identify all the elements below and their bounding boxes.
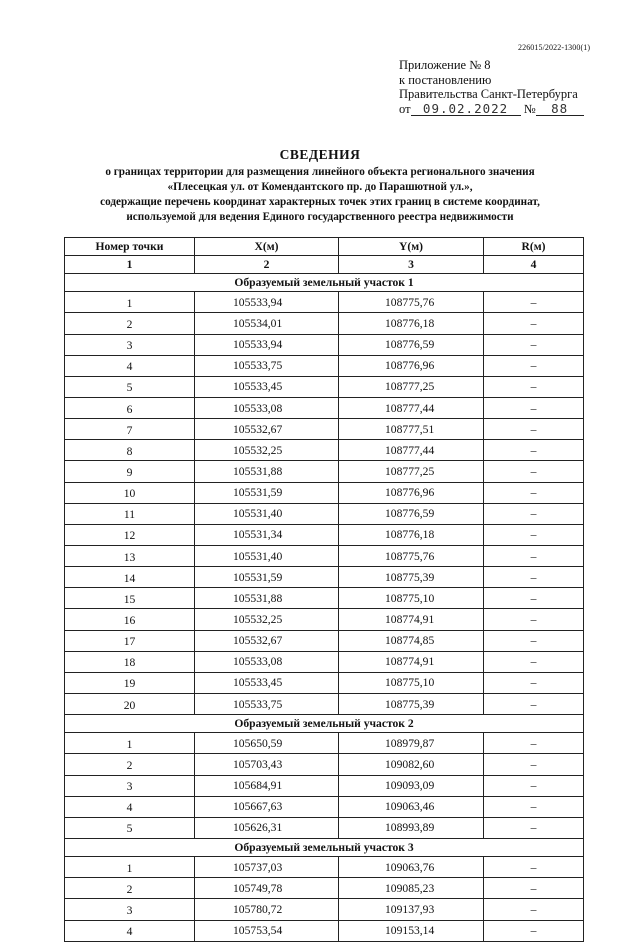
header-point-number: Номер точки bbox=[65, 238, 195, 256]
y-coordinate-cell: 108979,87 bbox=[339, 733, 484, 754]
table-row bbox=[65, 292, 584, 313]
y-coordinate-cell: 108777,25 bbox=[339, 461, 484, 482]
column-number: 4 bbox=[484, 256, 584, 274]
radius-cell: – bbox=[484, 775, 584, 796]
y-coordinate-cell: 108774,85 bbox=[339, 630, 484, 651]
y-coordinate-cell: 108993,89 bbox=[339, 817, 484, 838]
table-row bbox=[65, 334, 584, 355]
point-number-cell: 6 bbox=[65, 397, 195, 418]
x-coordinate-cell: 105532,25 bbox=[195, 440, 339, 461]
radius-cell: – bbox=[484, 651, 584, 672]
table-row bbox=[65, 588, 584, 609]
point-number-cell: 19 bbox=[65, 672, 195, 693]
x-coordinate-cell: 105667,63 bbox=[195, 796, 339, 817]
y-coordinate-cell: 108775,39 bbox=[339, 567, 484, 588]
point-number-cell: 4 bbox=[65, 355, 195, 376]
table-row bbox=[65, 857, 584, 878]
radius-cell: – bbox=[484, 672, 584, 693]
date-prefix: от bbox=[399, 101, 411, 116]
radius-cell: – bbox=[484, 313, 584, 334]
x-coordinate-cell: 105533,08 bbox=[195, 651, 339, 672]
x-coordinate-cell: 105532,67 bbox=[195, 630, 339, 651]
table-row bbox=[65, 355, 584, 376]
x-coordinate-cell: 105737,03 bbox=[195, 857, 339, 878]
table-row bbox=[65, 461, 584, 482]
x-coordinate-cell: 105532,67 bbox=[195, 419, 339, 440]
document-title: СВЕДЕНИЯ bbox=[279, 147, 361, 162]
point-number-cell: 8 bbox=[65, 440, 195, 461]
coordinates-table bbox=[64, 237, 584, 942]
y-coordinate-cell: 108777,44 bbox=[339, 440, 484, 461]
radius-cell: – bbox=[484, 878, 584, 899]
date-value: 09.02.2022 bbox=[422, 100, 509, 116]
radius-cell: – bbox=[484, 733, 584, 754]
y-coordinate-cell: 109063,46 bbox=[339, 796, 484, 817]
appendix-line-3: Правительства Санкт-Петербурга bbox=[399, 87, 578, 102]
x-coordinate-cell: 105531,40 bbox=[195, 503, 339, 524]
x-coordinate-cell: 105534,01 bbox=[195, 313, 339, 334]
table-row bbox=[65, 693, 584, 714]
radius-cell: – bbox=[484, 609, 584, 630]
y-coordinate-cell: 109093,09 bbox=[339, 775, 484, 796]
radius-cell: – bbox=[484, 588, 584, 609]
radius-cell: – bbox=[484, 419, 584, 440]
x-coordinate-cell: 105531,34 bbox=[195, 524, 339, 545]
radius-cell: – bbox=[484, 567, 584, 588]
y-coordinate-cell: 109082,60 bbox=[339, 754, 484, 775]
date-field bbox=[411, 100, 521, 116]
y-coordinate-cell: 108776,96 bbox=[339, 355, 484, 376]
radius-cell: – bbox=[484, 754, 584, 775]
point-number-cell: 5 bbox=[65, 817, 195, 838]
point-number-cell: 4 bbox=[65, 796, 195, 817]
y-coordinate-cell: 109137,93 bbox=[339, 899, 484, 920]
radius-cell: – bbox=[484, 796, 584, 817]
x-coordinate-cell: 105531,59 bbox=[195, 482, 339, 503]
x-coordinate-cell: 105531,40 bbox=[195, 545, 339, 566]
radius-cell: – bbox=[484, 292, 584, 313]
x-coordinate-cell: 105533,45 bbox=[195, 672, 339, 693]
x-coordinate-cell: 105531,88 bbox=[195, 588, 339, 609]
section-row bbox=[65, 715, 584, 733]
header-r: R(м) bbox=[484, 238, 584, 256]
column-number: 2 bbox=[195, 256, 339, 274]
x-coordinate-cell: 105684,91 bbox=[195, 775, 339, 796]
appendix-line-1: Приложение № 8 bbox=[399, 58, 491, 72]
table-row bbox=[65, 817, 584, 838]
point-number-cell: 15 bbox=[65, 588, 195, 609]
point-number-cell: 17 bbox=[65, 630, 195, 651]
radius-cell: – bbox=[484, 376, 584, 397]
y-coordinate-cell: 109085,23 bbox=[339, 878, 484, 899]
table-row bbox=[65, 545, 584, 566]
subtitle-line-2: «Плесецкая ул. от Комендантского пр. до Парашютной ул.», bbox=[167, 181, 473, 193]
table-row bbox=[65, 733, 584, 754]
point-number-cell: 20 bbox=[65, 693, 195, 714]
point-number-cell: 4 bbox=[65, 920, 195, 941]
y-coordinate-cell: 108774,91 bbox=[339, 609, 484, 630]
document-subtitle bbox=[0, 165, 640, 225]
subtitle-line-3: содержащие перечень координат характерных точек этих границ в системе координат, bbox=[100, 196, 540, 208]
column-number-row bbox=[65, 256, 584, 274]
radius-cell: – bbox=[484, 920, 584, 941]
table-row bbox=[65, 419, 584, 440]
table-row bbox=[65, 672, 584, 693]
y-coordinate-cell: 108774,91 bbox=[339, 651, 484, 672]
point-number-cell: 1 bbox=[65, 733, 195, 754]
x-coordinate-cell: 105533,94 bbox=[195, 334, 339, 355]
table-row bbox=[65, 313, 584, 334]
number-prefix: № bbox=[523, 101, 536, 116]
appendix-line-2: к постановлению bbox=[399, 72, 492, 87]
table-row bbox=[65, 775, 584, 796]
point-number-cell: 13 bbox=[65, 545, 195, 566]
radius-cell: – bbox=[484, 440, 584, 461]
x-coordinate-cell: 105531,59 bbox=[195, 567, 339, 588]
section-row bbox=[65, 274, 584, 292]
radius-cell: – bbox=[484, 524, 584, 545]
point-number-cell: 1 bbox=[65, 292, 195, 313]
radius-cell: – bbox=[484, 817, 584, 838]
table-row bbox=[65, 754, 584, 775]
table-row bbox=[65, 796, 584, 817]
point-number-cell: 18 bbox=[65, 651, 195, 672]
y-coordinate-cell: 108775,10 bbox=[339, 588, 484, 609]
subtitle-line-1: о границах территории для размещения линейного объекта регионального значения bbox=[105, 166, 535, 178]
point-number-cell: 16 bbox=[65, 609, 195, 630]
x-coordinate-cell: 105533,94 bbox=[195, 292, 339, 313]
table-body bbox=[65, 256, 584, 942]
header-row bbox=[65, 238, 584, 256]
point-number-cell: 9 bbox=[65, 461, 195, 482]
x-coordinate-cell: 105703,43 bbox=[195, 754, 339, 775]
table-row bbox=[65, 651, 584, 672]
point-number-cell: 1 bbox=[65, 857, 195, 878]
table-row bbox=[65, 376, 584, 397]
y-coordinate-cell: 108777,51 bbox=[339, 419, 484, 440]
y-coordinate-cell: 108775,76 bbox=[339, 545, 484, 566]
radius-cell: – bbox=[484, 334, 584, 355]
x-coordinate-cell: 105626,31 bbox=[195, 817, 339, 838]
x-coordinate-cell: 105533,75 bbox=[195, 355, 339, 376]
point-number-cell: 2 bbox=[65, 313, 195, 334]
x-coordinate-cell: 105533,75 bbox=[195, 693, 339, 714]
y-coordinate-cell: 108776,18 bbox=[339, 524, 484, 545]
section-title: Образуемый земельный участок 1 bbox=[65, 274, 584, 292]
x-coordinate-cell: 105532,25 bbox=[195, 609, 339, 630]
header-y: Y(м) bbox=[339, 238, 484, 256]
table-row bbox=[65, 630, 584, 651]
point-number-cell: 11 bbox=[65, 503, 195, 524]
x-coordinate-cell: 105533,45 bbox=[195, 376, 339, 397]
point-number-cell: 3 bbox=[65, 775, 195, 796]
y-coordinate-cell: 109153,14 bbox=[339, 920, 484, 941]
radius-cell: – bbox=[484, 857, 584, 878]
radius-cell: – bbox=[484, 899, 584, 920]
column-number: 1 bbox=[65, 256, 195, 274]
radius-cell: – bbox=[484, 503, 584, 524]
section-title: Образуемый земельный участок 2 bbox=[65, 715, 584, 733]
point-number-cell: 14 bbox=[65, 567, 195, 588]
table-row bbox=[65, 503, 584, 524]
y-coordinate-cell: 109063,76 bbox=[339, 857, 484, 878]
subtitle-line-4: используемой для ведения Единого государственного реестра недвижимости bbox=[126, 211, 514, 223]
y-coordinate-cell: 108776,18 bbox=[339, 313, 484, 334]
number-value: 88 bbox=[551, 100, 569, 116]
document-code: 226015/2022-1300(1) bbox=[518, 43, 591, 52]
section-row bbox=[65, 838, 584, 856]
radius-cell: – bbox=[484, 693, 584, 714]
radius-cell: – bbox=[484, 355, 584, 376]
table-row bbox=[65, 482, 584, 503]
y-coordinate-cell: 108776,59 bbox=[339, 334, 484, 355]
x-coordinate-cell: 105753,54 bbox=[195, 920, 339, 941]
y-coordinate-cell: 108775,10 bbox=[339, 672, 484, 693]
point-number-cell: 3 bbox=[65, 334, 195, 355]
table-row bbox=[65, 899, 584, 920]
point-number-cell: 2 bbox=[65, 754, 195, 775]
point-number-cell: 2 bbox=[65, 878, 195, 899]
table-row bbox=[65, 440, 584, 461]
appendix-block bbox=[399, 58, 584, 116]
y-coordinate-cell: 108776,59 bbox=[339, 503, 484, 524]
radius-cell: – bbox=[484, 461, 584, 482]
point-number-cell: 5 bbox=[65, 376, 195, 397]
point-number-cell: 3 bbox=[65, 899, 195, 920]
y-coordinate-cell: 108776,96 bbox=[339, 482, 484, 503]
radius-cell: – bbox=[484, 545, 584, 566]
radius-cell: – bbox=[484, 397, 584, 418]
x-coordinate-cell: 105650,59 bbox=[195, 733, 339, 754]
appendix-date-line bbox=[399, 102, 584, 117]
y-coordinate-cell: 108775,39 bbox=[339, 693, 484, 714]
table-row bbox=[65, 609, 584, 630]
y-coordinate-cell: 108775,76 bbox=[339, 292, 484, 313]
radius-cell: – bbox=[484, 630, 584, 651]
header-x: X(м) bbox=[195, 238, 339, 256]
y-coordinate-cell: 108777,25 bbox=[339, 376, 484, 397]
table-row bbox=[65, 567, 584, 588]
point-number-cell: 7 bbox=[65, 419, 195, 440]
radius-cell: – bbox=[484, 482, 584, 503]
point-number-cell: 12 bbox=[65, 524, 195, 545]
table-row bbox=[65, 878, 584, 899]
section-title: Образуемый земельный участок 3 bbox=[65, 838, 584, 856]
x-coordinate-cell: 105531,88 bbox=[195, 461, 339, 482]
x-coordinate-cell: 105780,72 bbox=[195, 899, 339, 920]
table-row bbox=[65, 920, 584, 941]
x-coordinate-cell: 105533,08 bbox=[195, 397, 339, 418]
y-coordinate-cell: 108777,44 bbox=[339, 397, 484, 418]
x-coordinate-cell: 105749,78 bbox=[195, 878, 339, 899]
table-row bbox=[65, 397, 584, 418]
number-field bbox=[536, 100, 584, 116]
table-row bbox=[65, 524, 584, 545]
column-number: 3 bbox=[339, 256, 484, 274]
point-number-cell: 10 bbox=[65, 482, 195, 503]
